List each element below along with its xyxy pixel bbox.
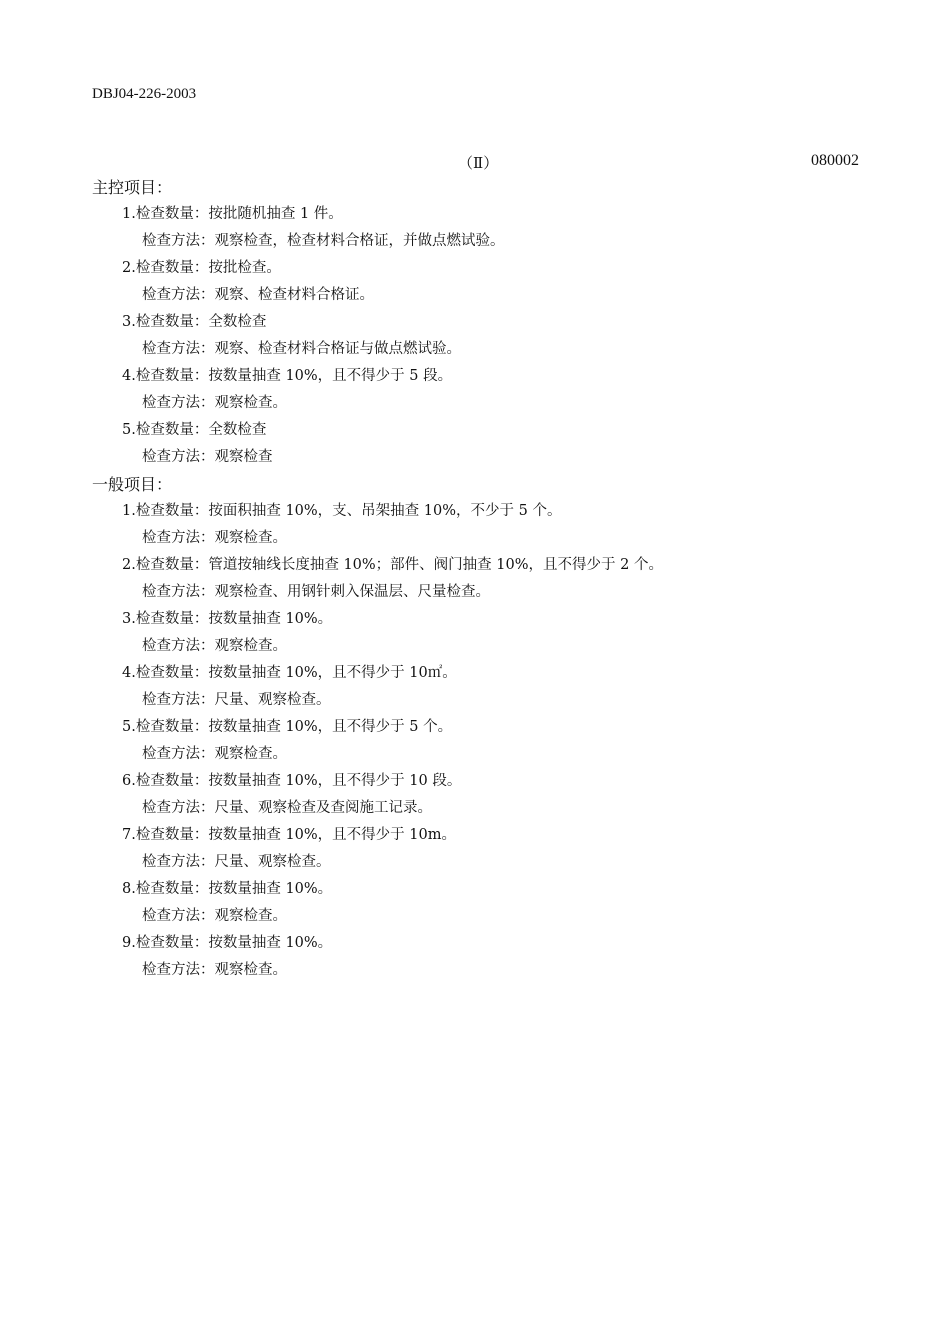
main-control-heading: 主控项目： xyxy=(92,178,173,197)
general-item-1-quantity: 1.检查数量：按面积抽查 10%，支、吊架抽查 10%，不少于 5 个。 xyxy=(122,503,562,519)
general-item-2-quantity: 2.检查数量：管道按轴线长度抽查 10%；部件、阀门抽查 10%，且不得少于 2 个。 xyxy=(122,557,663,573)
main-item-4-method: 检查方法：观察检查。 xyxy=(142,395,287,411)
general-item-6-quantity: 6.检查数量：按数量抽查 10%，且不得少于 10 段。 xyxy=(122,773,462,789)
main-item-2-method: 检查方法：观察、检查材料合格证。 xyxy=(142,287,374,303)
document-code: DBJ04-226-2003 xyxy=(92,86,197,102)
general-item-7-method: 检查方法：尺量、观察检查。 xyxy=(142,854,331,870)
general-items-heading: 一般项目： xyxy=(92,475,173,494)
general-item-8-quantity: 8.检查数量：按数量抽查 10%。 xyxy=(122,881,333,897)
inspection-content xyxy=(92,174,872,984)
general-item-4-method: 检查方法：尺量、观察检查。 xyxy=(142,692,331,708)
main-item-1-method: 检查方法：观察检查，检查材料合格证，并做点燃试验。 xyxy=(142,233,505,249)
general-item-3-method: 检查方法：观察检查。 xyxy=(142,638,287,654)
general-item-7-quantity: 7.检查数量：按数量抽查 10%，且不得少于 10m。 xyxy=(122,827,456,843)
main-item-1-quantity: 1.检查数量：按批随机抽查 1 件。 xyxy=(122,206,343,222)
general-item-9-quantity: 9.检查数量：按数量抽查 10%。 xyxy=(122,935,333,951)
general-item-5-method: 检查方法：观察检查。 xyxy=(142,746,287,762)
main-item-4-quantity: 4.检查数量：按数量抽查 10%，且不得少于 5 段。 xyxy=(122,368,453,384)
main-item-3-quantity: 3.检查数量：全数检查 xyxy=(122,314,267,330)
main-item-5-quantity: 5.检查数量：全数检查 xyxy=(122,422,267,438)
general-item-8-method: 检查方法：观察检查。 xyxy=(142,908,287,924)
general-item-5-quantity: 5.检查数量：按数量抽查 10%，且不得少于 5 个。 xyxy=(122,719,453,735)
general-item-3-quantity: 3.检查数量：按数量抽查 10%。 xyxy=(122,611,333,627)
general-item-4-quantity: 4.检查数量：按数量抽查 10%，且不得少于 10㎡。 xyxy=(122,665,457,681)
general-item-6-method: 检查方法：尺量、观察检查及查阅施工记录。 xyxy=(142,800,432,816)
general-item-9-method: 检查方法：观察检查。 xyxy=(142,962,287,978)
main-item-5-method: 检查方法：观察检查 xyxy=(142,449,273,465)
main-item-3-method: 检查方法：观察、检查材料合格证与做点燃试验。 xyxy=(142,341,461,357)
form-number: 080002 xyxy=(811,152,859,169)
section-roman-numeral: （Ⅱ） xyxy=(458,154,499,172)
general-item-2-method: 检查方法：观察检查、用钢针刺入保温层、尺量检查。 xyxy=(142,584,490,600)
general-item-1-method: 检查方法：观察检查。 xyxy=(142,530,287,546)
main-item-2-quantity: 2.检查数量：按批检查。 xyxy=(122,260,281,276)
